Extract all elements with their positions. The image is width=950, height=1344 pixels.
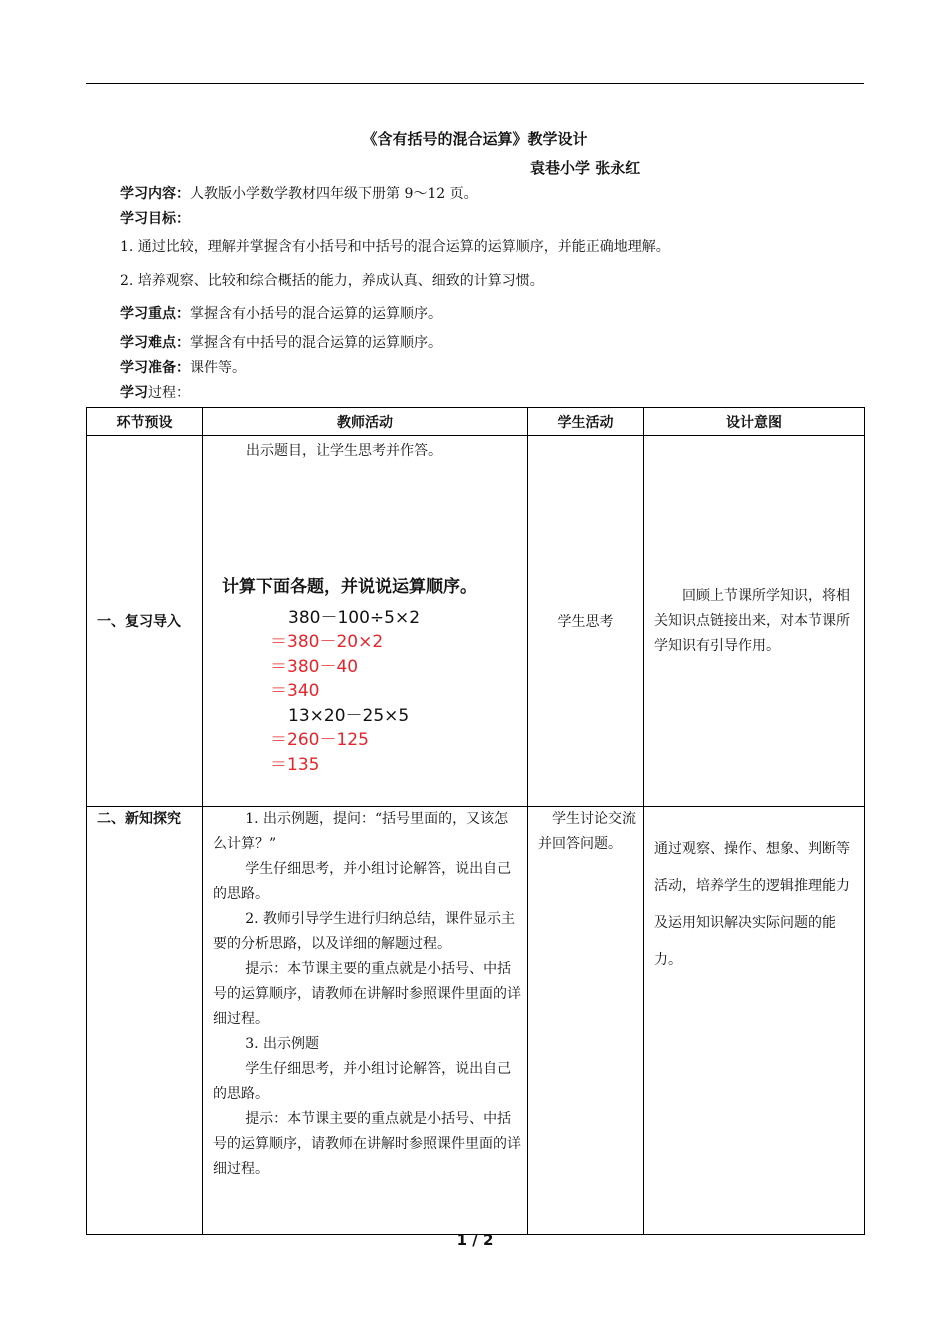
page-number: 1 / 2 xyxy=(456,1231,494,1249)
difficulty-text: 掌握含有中括号的混合运算的运算顺序。 xyxy=(190,335,442,351)
student-cell: 学生思考 xyxy=(528,436,644,807)
table-row xyxy=(87,436,865,807)
header-student: 学生活动 xyxy=(528,408,644,436)
header-teacher: 教师活动 xyxy=(203,408,528,436)
header-stage: 环节预设 xyxy=(87,408,203,436)
exercise-question: 计算下面各题，并说说运算顺序。 xyxy=(222,577,477,597)
process-text: 过程： xyxy=(148,385,190,401)
preparation-text: 课件等。 xyxy=(190,360,246,376)
learning-content-text: 人教版小学数学教材四年级下册第 9～12 页。 xyxy=(190,186,478,202)
intent-text: 回顾上节课所学知识，将相关知识点链接出来，对本节课所学知识有引导作用。 xyxy=(654,587,850,654)
preparation-label: 学习准备： xyxy=(120,360,190,376)
process-label: 学习 xyxy=(120,385,148,401)
exercise-problem: 13×20－25×5 xyxy=(288,705,410,726)
exercise-step: ＝135 xyxy=(270,754,320,775)
intent-text: 通过观察、操作、想象、判断等活动，培养学生的逻辑推理能力及运用知识解决实际问题的能力。 xyxy=(654,841,850,968)
exercise-slide xyxy=(203,575,527,777)
exercise-step: ＝380－20×2 xyxy=(270,632,384,652)
table-row xyxy=(87,807,865,1235)
document-title: 《含有括号的混合运算》教学设计 xyxy=(362,130,588,148)
intent-cell xyxy=(644,807,865,1235)
stage-cell: 二、新知探究 xyxy=(87,807,203,1235)
teacher-cell xyxy=(203,436,528,807)
teacher-intro: 出示题目，让学生思考并作答。 xyxy=(246,443,442,459)
lesson-plan-table xyxy=(86,407,865,1235)
student-cell xyxy=(528,807,644,1235)
learning-goals-line xyxy=(120,208,190,228)
learning-goals-label: 学习目标： xyxy=(120,211,190,227)
teacher-step: 1. 出示例题，提问：“括号里面的，又该怎么计算？” xyxy=(213,811,509,852)
teacher-step: 学生仔细思考，并小组讨论解答，说出自己的思路。 xyxy=(213,1061,512,1102)
preparation-line xyxy=(120,357,246,377)
key-point-line xyxy=(120,303,442,323)
key-point-label: 学习重点： xyxy=(120,306,190,322)
teacher-step: 2. 教师引导学生进行归纳总结，课件显示主要的分析思路，以及详细的解题过程。 xyxy=(213,911,515,952)
exercise-step: ＝340 xyxy=(270,681,320,701)
goal-item: 2. 培养观察、比较和综合概括的能力，养成认真、细致的计算习惯。 xyxy=(120,273,544,289)
difficulty-line xyxy=(120,332,442,352)
exercise-step: ＝380－40 xyxy=(270,656,359,677)
teacher-step: 提示：本节课主要的重点就是小括号、中括号的运算顺序，请教师在讲解时参照课件里面的详细过程。 xyxy=(213,1111,521,1177)
process-line xyxy=(120,382,190,402)
student-text: 学生讨论交流并回答问题。 xyxy=(538,811,636,852)
table-header-row xyxy=(87,408,865,436)
exercise-problem: 380－100÷5×2 xyxy=(288,607,421,628)
stage-cell: 一、复习导入 xyxy=(87,436,203,807)
key-point-text: 掌握含有小括号的混合运算的运算顺序。 xyxy=(190,306,442,322)
learning-content-line xyxy=(120,183,478,203)
author-line: 袁巷小学 张永红 xyxy=(530,159,641,177)
exercise-step: ＝260－125 xyxy=(270,730,369,750)
intent-cell xyxy=(644,436,865,807)
header-intent: 设计意图 xyxy=(644,408,865,436)
learning-content-label: 学习内容： xyxy=(120,186,190,202)
teacher-step: 3. 出示例题 xyxy=(245,1036,319,1052)
header-rule xyxy=(86,83,864,84)
teacher-cell xyxy=(203,807,528,1235)
difficulty-label: 学习难点： xyxy=(120,335,190,351)
teacher-step: 学生仔细思考，并小组讨论解答，说出自己的思路。 xyxy=(213,861,512,902)
teacher-step: 提示：本节课主要的重点就是小括号、中括号的运算顺序，请教师在讲解时参照课件里面的详细过程。 xyxy=(213,961,521,1027)
goal-item: 1. 通过比较，理解并掌握含有小括号和中括号的混合运算的运算顺序，并能正确地理解。 xyxy=(120,239,670,255)
